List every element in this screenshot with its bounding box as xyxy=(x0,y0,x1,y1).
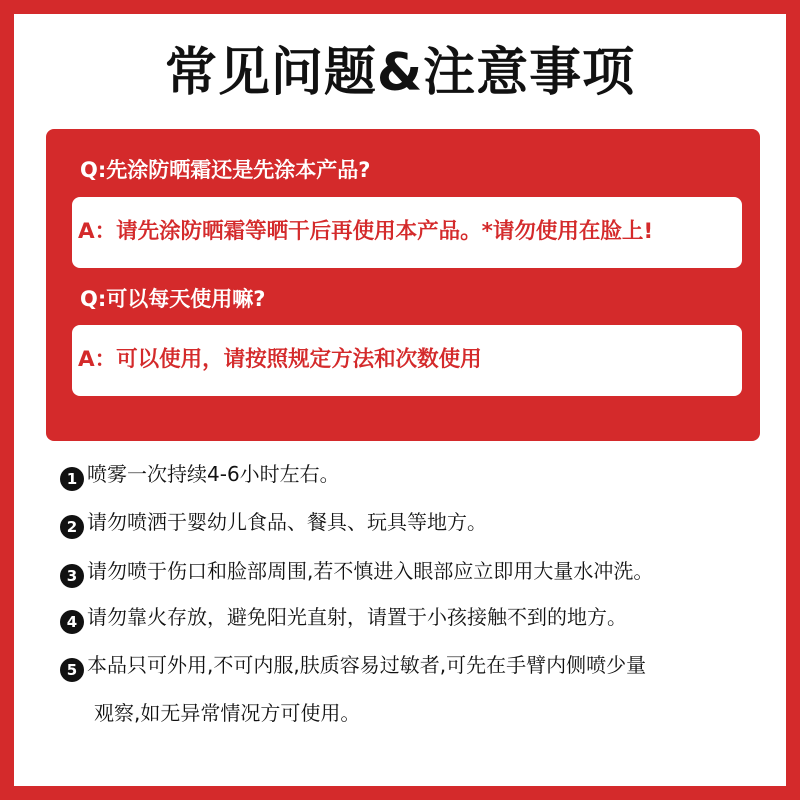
faq-question-1: Q:先涂防晒霜还是先涂本产品? xyxy=(80,158,371,182)
number-3-icon: 3 xyxy=(60,564,84,588)
note-text-4: 请勿靠火存放，避免阳光直射，请置于小孩接触不到的地方。 xyxy=(87,605,627,629)
note-text-5-continuation: 观察,如无异常情况方可使用。 xyxy=(94,701,361,725)
note-text-2: 请勿喷洒于婴幼儿食品、餐具、玩具等地方。 xyxy=(87,510,487,534)
faq-answer-box-2 xyxy=(72,325,742,396)
note-item-4 xyxy=(60,602,760,634)
faq-answer-box-1 xyxy=(72,197,742,268)
number-5-icon: 5 xyxy=(60,658,84,682)
faq-answer-2: A：可以使用，请按照规定方法和次数使用 xyxy=(78,347,482,372)
number-4-icon: 4 xyxy=(60,610,84,634)
faq-answer-1: A：请先涂防晒霜等晒干后再使用本产品。*请勿使用在脸上! xyxy=(78,219,654,244)
number-2-icon: 2 xyxy=(60,515,84,539)
faq-question-2: Q:可以每天使用嘛? xyxy=(80,287,266,311)
note-item-5 xyxy=(60,650,760,682)
note-item-2 xyxy=(60,507,760,539)
note-item-3 xyxy=(60,556,760,588)
page-title: 常见问题&注意事项 xyxy=(164,43,636,103)
faq-panel xyxy=(46,129,760,441)
note-item-1 xyxy=(60,459,760,491)
note-text-1: 喷雾一次持续4-6小时左右。 xyxy=(87,462,340,486)
note-text-5: 本品只可外用,不可内服,肤质容易过敏者,可先在手臂内侧喷少量 xyxy=(87,653,647,677)
number-1-icon: 1 xyxy=(60,467,84,491)
note-text-3: 请勿喷于伤口和脸部周围,若不慎进入眼部应立即用大量水冲洗。 xyxy=(87,559,654,583)
